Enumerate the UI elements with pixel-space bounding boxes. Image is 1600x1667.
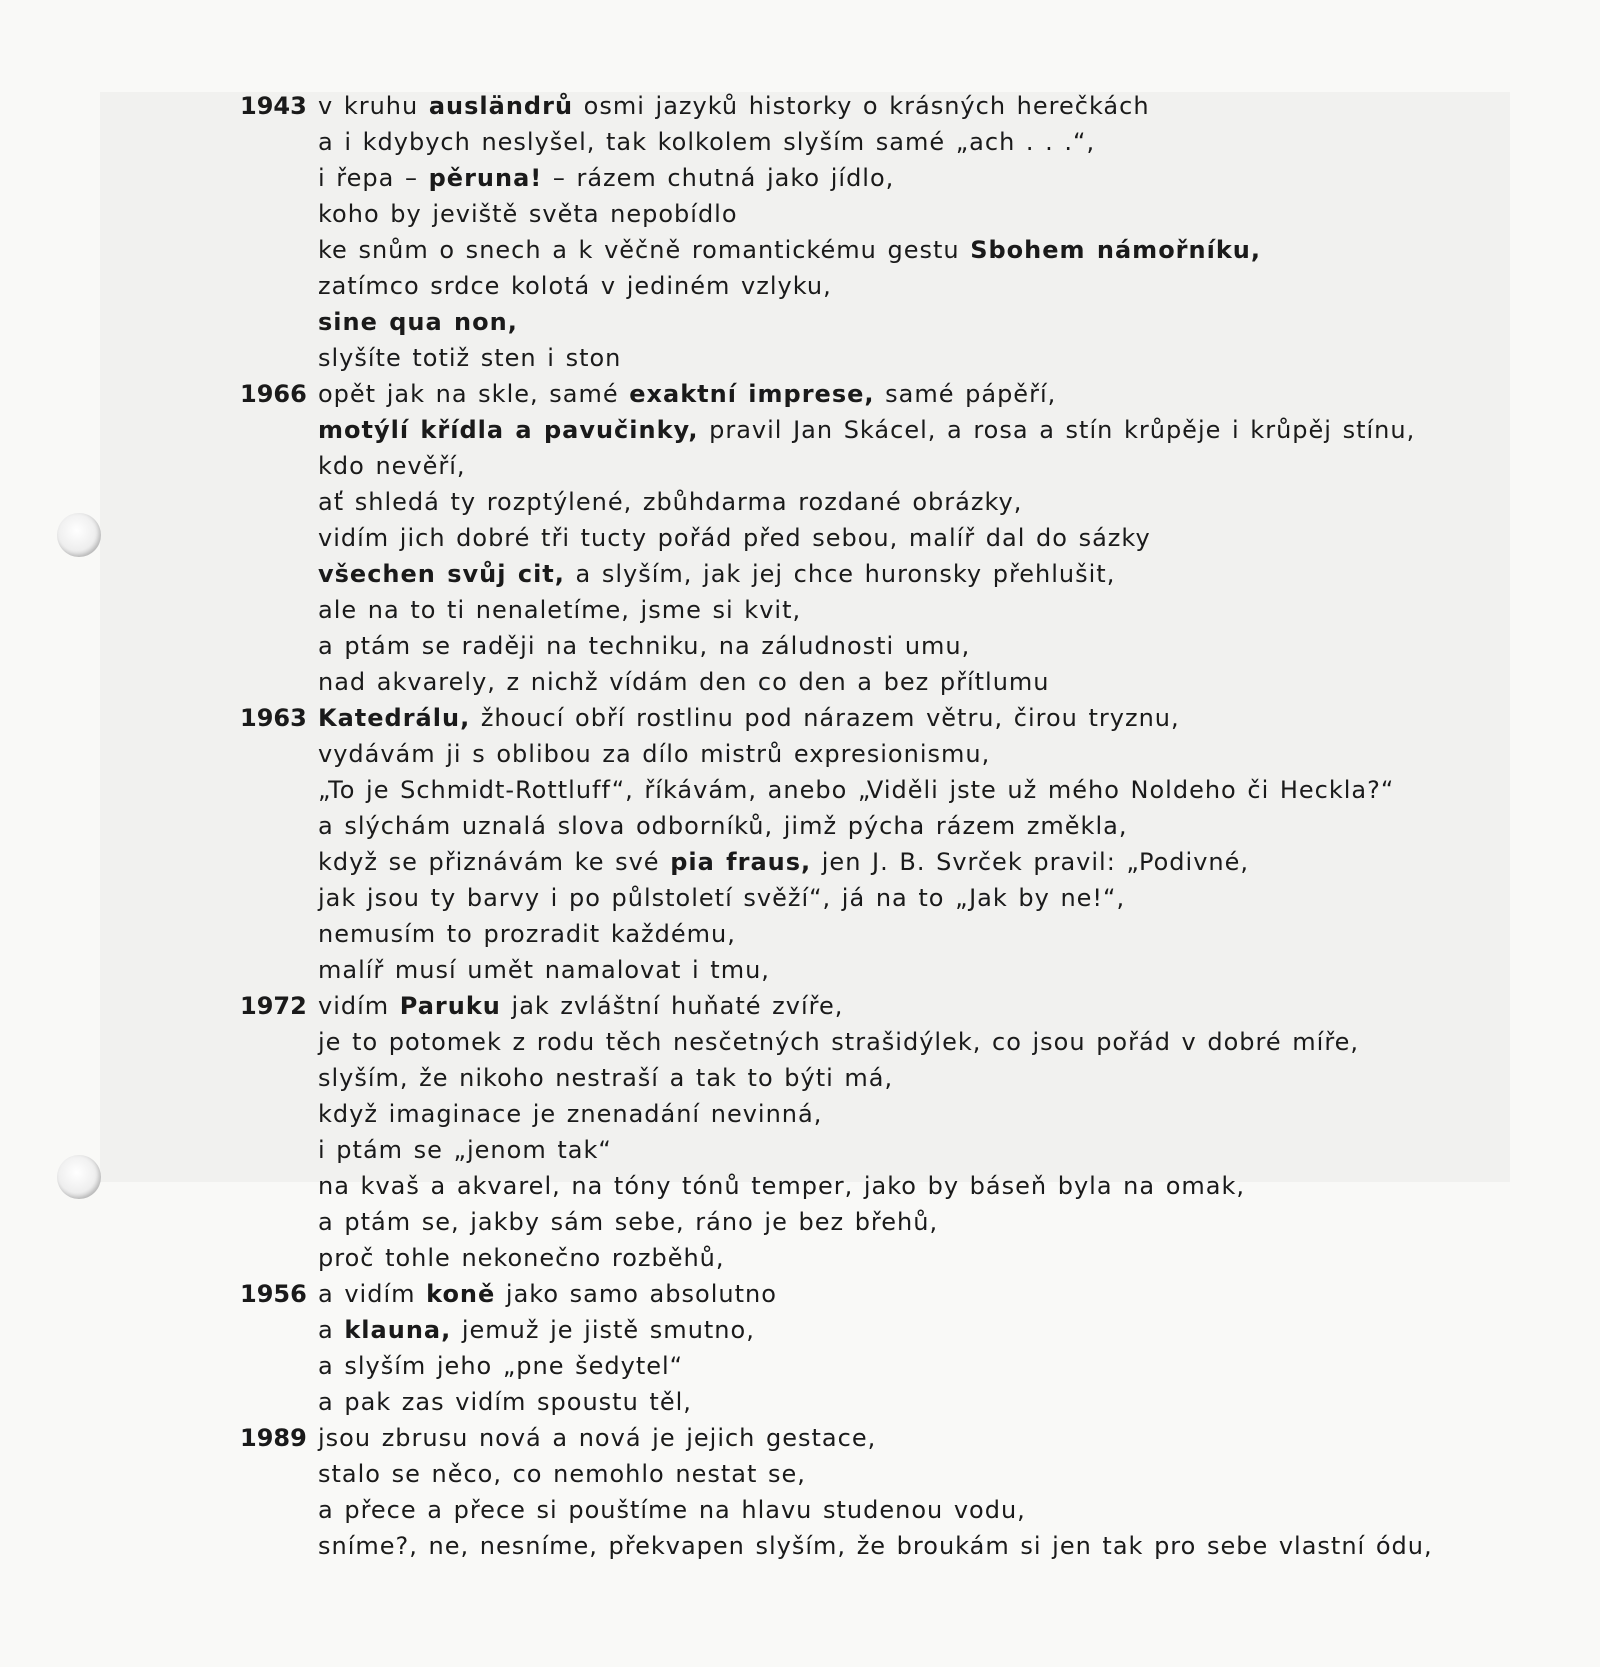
- poem-row: [240, 592, 1570, 628]
- poem-row: [240, 232, 1570, 268]
- poem-line: [318, 772, 1394, 808]
- bold-phrase: sine qua non,: [318, 308, 518, 336]
- poem-line: [318, 340, 621, 376]
- text-segment: jsou zbrusu nová a nová je jejich gestace,: [318, 1424, 877, 1452]
- poem-line: [318, 1204, 938, 1240]
- poem-line: [318, 952, 770, 988]
- poem-line: [318, 124, 1095, 160]
- poem-row: [240, 916, 1570, 952]
- poem-line: [318, 412, 1415, 448]
- text-segment: na kvaš a akvarel, na tóny tónů temper, jako by báseň byla na omak,: [318, 1172, 1246, 1200]
- text-segment: pravil Jan Skácel, a rosa a stín krůpěje i krůpěj stínu,: [698, 416, 1416, 444]
- poem-row: [240, 1348, 1570, 1384]
- poem-line: [318, 1492, 1026, 1528]
- text-segment: zatímco srdce kolotá v jediném vzlyku,: [318, 272, 832, 300]
- poem-row: [240, 988, 1570, 1024]
- text-segment: i řepa –: [318, 164, 429, 192]
- poem-line: [318, 556, 1115, 592]
- text-segment: a přece a přece si pouštíme na hlavu studenou vodu,: [318, 1496, 1026, 1524]
- poem-line: [318, 1384, 692, 1420]
- poem-line: [318, 1168, 1245, 1204]
- poem-line: [318, 1456, 806, 1492]
- poem-line: [318, 484, 1022, 520]
- poem-line: [318, 1024, 1359, 1060]
- bold-phrase: Paruku: [399, 992, 501, 1020]
- text-segment: vidím: [318, 992, 400, 1020]
- text-segment: koho by jeviště světa nepobídlo: [318, 200, 738, 228]
- poem-line: [318, 1132, 612, 1168]
- poem-row: [240, 952, 1570, 988]
- text-segment: ať shledá ty rozptýlené, zbůhdarma rozdané obrázky,: [318, 488, 1023, 516]
- poem-row: [240, 484, 1570, 520]
- text-segment: stalo se něco, co nemohlo nestat se,: [318, 1460, 806, 1488]
- text-segment: „To je Schmidt-Rottluff“, říkávám, anebo „Viděli jste už mého Noldeho či Heckla?“: [318, 776, 1395, 804]
- poem-row: [240, 1168, 1570, 1204]
- poem-line: [318, 520, 1151, 556]
- poem-line: [318, 1060, 893, 1096]
- text-segment: a i kdybych neslyšel, tak kolkolem slyším samé „ach . . .“,: [318, 128, 1096, 156]
- text-segment: jak zvláštní huňaté zvíře,: [500, 992, 844, 1020]
- poem-row: [240, 160, 1570, 196]
- poem-row: [240, 88, 1570, 124]
- text-segment: a vidím: [318, 1280, 427, 1308]
- poem-row: [240, 1060, 1570, 1096]
- poem-line: [318, 664, 1050, 700]
- bold-phrase: Katedrálu,: [318, 704, 471, 732]
- year-label: 1972: [240, 992, 307, 1020]
- poem-row: [240, 1420, 1570, 1456]
- poem-row: [240, 664, 1570, 700]
- poem-row: [240, 196, 1570, 232]
- poem-line: [318, 808, 1127, 844]
- text-segment: slyším, že nikoho nestraší a tak to býti má,: [318, 1064, 894, 1092]
- text-segment: nad akvarely, z nichž vídám den co den a bez přítlumu: [318, 668, 1050, 696]
- poem-line: [318, 1528, 1433, 1564]
- poem-row: [240, 376, 1570, 412]
- poem-line: [318, 232, 1261, 268]
- text-segment: a slyším, jak jej chce huronsky přehlušit,: [564, 560, 1116, 588]
- text-segment: jak jsou ty barvy i po půlstoletí svěží“, já na to „Jak by ne!“,: [318, 884, 1126, 912]
- poem-line: [318, 880, 1125, 916]
- poem-line: [318, 628, 970, 664]
- poem-line: [318, 1420, 876, 1456]
- year-label: 1963: [240, 704, 307, 732]
- text-segment: vydávám ji s oblibou za dílo mistrů expresionismu,: [318, 740, 991, 768]
- poem-line: [318, 1096, 822, 1132]
- binder-hole-bottom: [57, 1155, 101, 1199]
- text-segment: a pak zas vidím spoustu těl,: [318, 1388, 692, 1416]
- text-segment: nemusím to prozradit každému,: [318, 920, 736, 948]
- bold-phrase: exaktní imprese,: [629, 380, 875, 408]
- poem-row: [240, 268, 1570, 304]
- poem-row: [240, 520, 1570, 556]
- text-segment: ale na to ti nenaletíme, jsme si kvit,: [318, 596, 802, 624]
- poem-row: [240, 844, 1570, 880]
- text-segment: žhoucí obří rostlinu pod nárazem větru, čirou tryznu,: [470, 704, 1180, 732]
- poem-line: [318, 196, 738, 232]
- poem-row: [240, 1240, 1570, 1276]
- poem-line: [318, 844, 1249, 880]
- text-segment: vidím jich dobré tři tucty pořád před sebou, malíř dal do sázky: [318, 524, 1151, 552]
- bold-phrase: všechen svůj cit,: [318, 560, 565, 588]
- text-segment: slyšíte totiž sten i ston: [318, 344, 622, 372]
- bold-phrase: motýlí křídla a pavučinky,: [318, 416, 699, 444]
- bold-phrase: Sbohem námořníku,: [970, 236, 1261, 264]
- poem-row: [240, 556, 1570, 592]
- poem-row: [240, 628, 1570, 664]
- poem-row: [240, 736, 1570, 772]
- poem-line: [318, 916, 736, 952]
- poem-row: [240, 340, 1570, 376]
- text-segment: je to potomek z rodu těch nesčetných strašidýlek, co jsou pořád v dobré míře,: [318, 1028, 1360, 1056]
- poem-line: [318, 1276, 777, 1312]
- poem-row: [240, 700, 1570, 736]
- poem-row: [240, 448, 1570, 484]
- poem-line: [318, 592, 801, 628]
- binder-hole-top: [57, 513, 101, 557]
- text-segment: malíř musí umět namalovat i tmu,: [318, 956, 770, 984]
- text-segment: jen J. B. Svrček pravil: „Podivné,: [811, 848, 1250, 876]
- poem-line: [318, 1348, 683, 1384]
- year-label: 1943: [240, 92, 307, 120]
- text-segment: proč tohle nekonečno rozběhů,: [318, 1244, 725, 1272]
- text-segment: když imaginace je znenadání nevinná,: [318, 1100, 823, 1128]
- poem-line: [318, 736, 990, 772]
- poem-row: [240, 772, 1570, 808]
- poem-row: [240, 1492, 1570, 1528]
- poem-row: [240, 1384, 1570, 1420]
- poem-row: [240, 1096, 1570, 1132]
- poem-row: [240, 1024, 1570, 1060]
- text-segment: ke snům o snech a k věčně romantickému gestu: [318, 236, 971, 264]
- text-segment: jemuž je jistě smutno,: [451, 1316, 755, 1344]
- poem-line: [318, 700, 1180, 736]
- text-segment: a: [318, 1316, 345, 1344]
- poem-text: [240, 88, 1570, 1564]
- text-segment: opět jak na skle, samé: [318, 380, 630, 408]
- poem-row: [240, 412, 1570, 448]
- text-segment: a ptám se, jakby sám sebe, ráno je bez břehů,: [318, 1208, 939, 1236]
- year-label: 1966: [240, 380, 307, 408]
- text-segment: osmi jazyků historky o krásných herečkách: [573, 92, 1150, 120]
- poem-line: [318, 268, 832, 304]
- poem-line: [318, 376, 1056, 412]
- text-segment: sníme?, ne, nesníme, překvapen slyším, že broukám si jen tak pro sebe vlastní ódu,: [318, 1532, 1433, 1560]
- bold-phrase: ausländrů: [428, 92, 574, 120]
- year-label: 1956: [240, 1280, 307, 1308]
- text-segment: i ptám se „jenom tak“: [318, 1136, 612, 1164]
- poem-row: [240, 1276, 1570, 1312]
- bold-phrase: klauna,: [344, 1316, 452, 1344]
- year-label: 1989: [240, 1424, 307, 1452]
- poem-row: [240, 1528, 1570, 1564]
- text-segment: když se přiznávám ke své: [318, 848, 671, 876]
- poem-row: [240, 1132, 1570, 1168]
- bold-phrase: koně: [426, 1280, 496, 1308]
- poem-row: [240, 1312, 1570, 1348]
- poem-line: [318, 1312, 755, 1348]
- poem-line: [318, 160, 894, 196]
- text-segment: a slýchám uznalá slova odborníků, jimž pýcha rázem změkla,: [318, 812, 1128, 840]
- poem-row: [240, 304, 1570, 340]
- poem-row: [240, 124, 1570, 160]
- poem-line: [318, 304, 518, 340]
- poem-row: [240, 1456, 1570, 1492]
- poem-line: [318, 988, 843, 1024]
- text-segment: jako samo absolutno: [495, 1280, 777, 1308]
- poem-row: [240, 808, 1570, 844]
- poem-line: [318, 1240, 725, 1276]
- bold-phrase: pia fraus,: [670, 848, 812, 876]
- text-segment: a ptám se raději na techniku, na záludnosti umu,: [318, 632, 971, 660]
- poem-row: [240, 1204, 1570, 1240]
- poem-line: [318, 88, 1150, 124]
- poem-row: [240, 880, 1570, 916]
- text-segment: a slyším jeho „pne šedytel“: [318, 1352, 684, 1380]
- bold-phrase: pěruna!: [428, 164, 543, 192]
- text-segment: kdo nevěří,: [318, 452, 466, 480]
- poem-line: [318, 448, 466, 484]
- text-segment: – rázem chutná jako jídlo,: [542, 164, 895, 192]
- text-segment: v kruhu: [318, 92, 429, 120]
- text-segment: samé pápěří,: [874, 380, 1057, 408]
